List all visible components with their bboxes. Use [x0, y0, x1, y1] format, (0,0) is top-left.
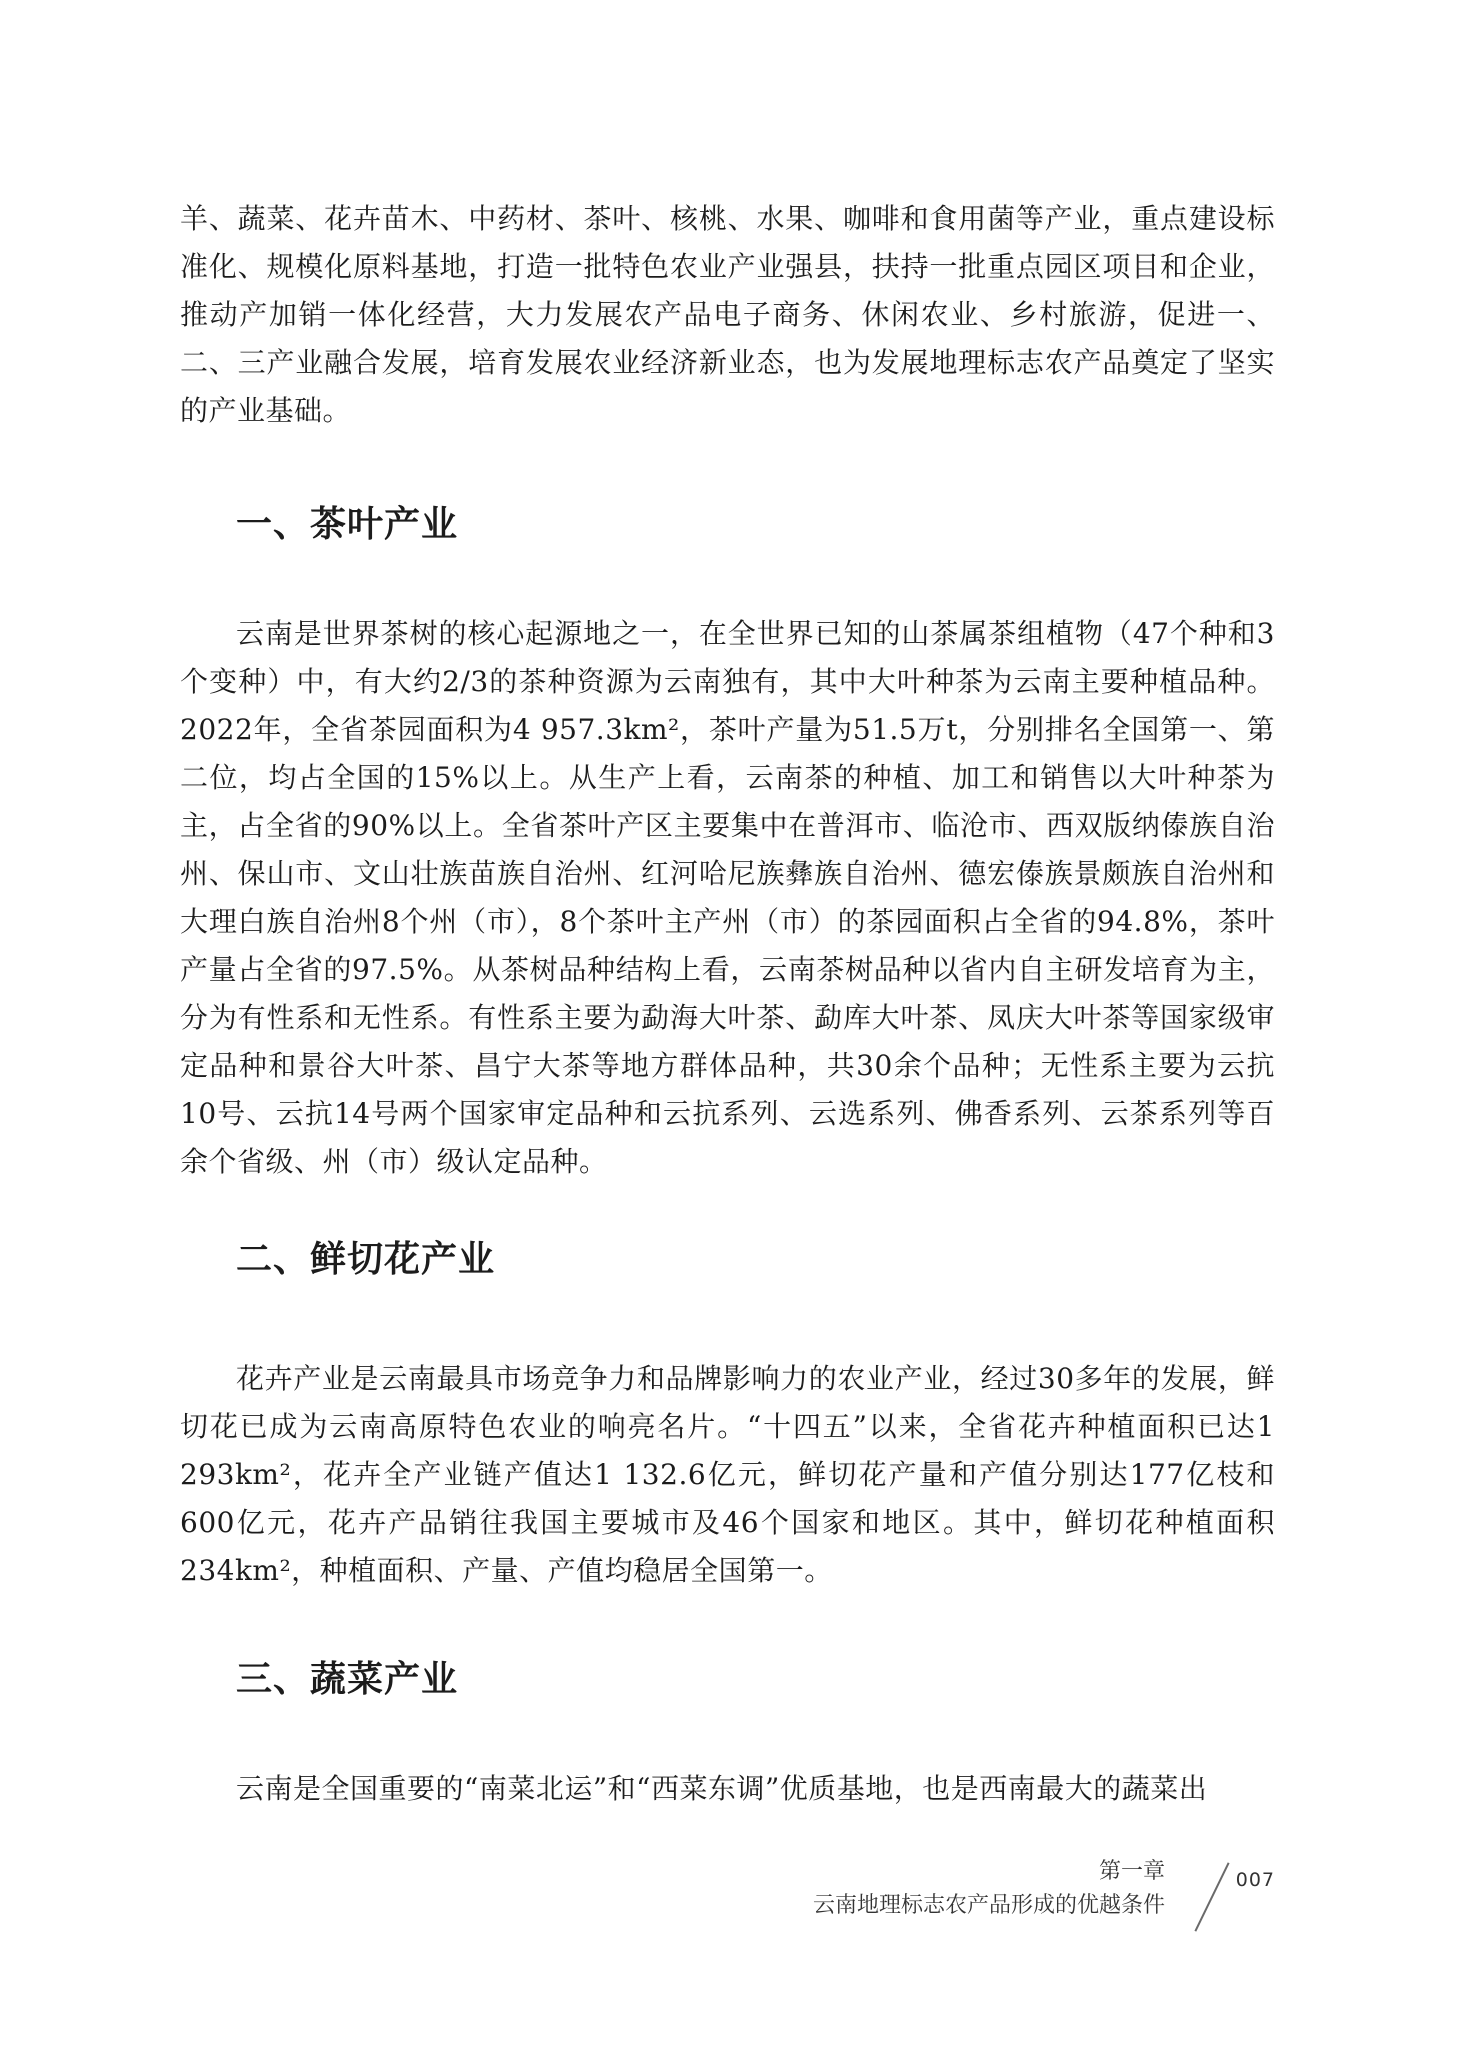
- chapter-label: 第一章: [1098, 1859, 1165, 1884]
- page-number: 007: [1235, 1869, 1275, 1891]
- running-footer: [813, 1855, 1165, 1923]
- body-paragraph-vegetable: 云南是全国重要的“南菜北运”和“西菜东调”优质基地，也是西南最大的蔬菜出: [236, 1772, 1208, 1805]
- section-heading-cut-flower: 二、鲜切花产业: [236, 1239, 496, 1280]
- page-footer: [755, 1855, 1275, 1935]
- body-paragraph-intro: 羊、蔬菜、花卉苗木、中药材、茶叶、核桃、水果、咖啡和食用菌等产业，重点建设标准化、规模化原料基地，打造一批特色农业产业强县，扶持一批重点园区项目和企业，推动产加销一体化经营，大力发展农产品电子商务、休闲农业、乡村旅游，促进一、二、三产业融合发展，培育发展农业经济新业态，也为发展地理标志农产品奠定了坚实的产业基础。: [180, 202, 1275, 427]
- chapter-title: 云南地理标志农产品形成的优越条件: [812, 1893, 1165, 1918]
- body-paragraph-cut-flower: 花卉产业是云南最具市场竞争力和品牌影响力的农业产业，经过30多年的发展，鲜切花已成为云南高原特色农业的响亮名片。“十四五”以来，全省花卉种植面积已达1 293km²，花卉全产业链产值达1 132.6亿元，鲜切花产量和产值分别达177亿枝和600亿元，花卉产品销往我国主要城市及46个国家和地区。其中，鲜切花种植面积234km²，种植面积、产量、产值均稳居全国第一。: [180, 1362, 1275, 1587]
- section-heading-vegetable: 三、蔬菜产业: [236, 1659, 459, 1700]
- section-heading-tea: 一、茶叶产业: [236, 504, 459, 545]
- body-paragraph-tea: 云南是世界茶树的核心起源地之一，在全世界已知的山茶属茶组植物（47个种和3个变种）中，有大约2/3的茶种资源为云南独有，其中大叶种茶为云南主要种植品种。2022年，全省茶园面积为4 957.3km²，茶叶产量为51.5万t，分别排名全国第一、第二位，均占全国的15%以上。从生产上看，云南茶的种植、加工和销售以大叶种茶为主，占全省的90%以上。全省茶叶产区主要集中在普洱市、临沧市、西双版纳傣族自治州、保山市、文山壮族苗族自治州、红河哈尼族彝族自治州、德宏傣族景颇族自治州和大理白族自治州8个州（市），8个茶叶主产州（市）的茶园面积占全省的94.8%，茶叶产量占全省的97.5%。从茶树品种结构上看，云南茶树品种以省内自主研发培育为主，分为有性系和无性系。有性系主要为勐海大叶茶、勐库大叶茶、凤庆大叶茶等国家级审定品种和景谷大叶茶、昌宁大茶等地方群体品种，共30余个品种；无性系主要为云抗10号、云抗14号两个国家审定品种和云抗系列、云选系列、佛香系列、云茶系列等百余个省级、州（市）级认定品种。: [180, 617, 1275, 1178]
- footer-divider: [1194, 1862, 1229, 1931]
